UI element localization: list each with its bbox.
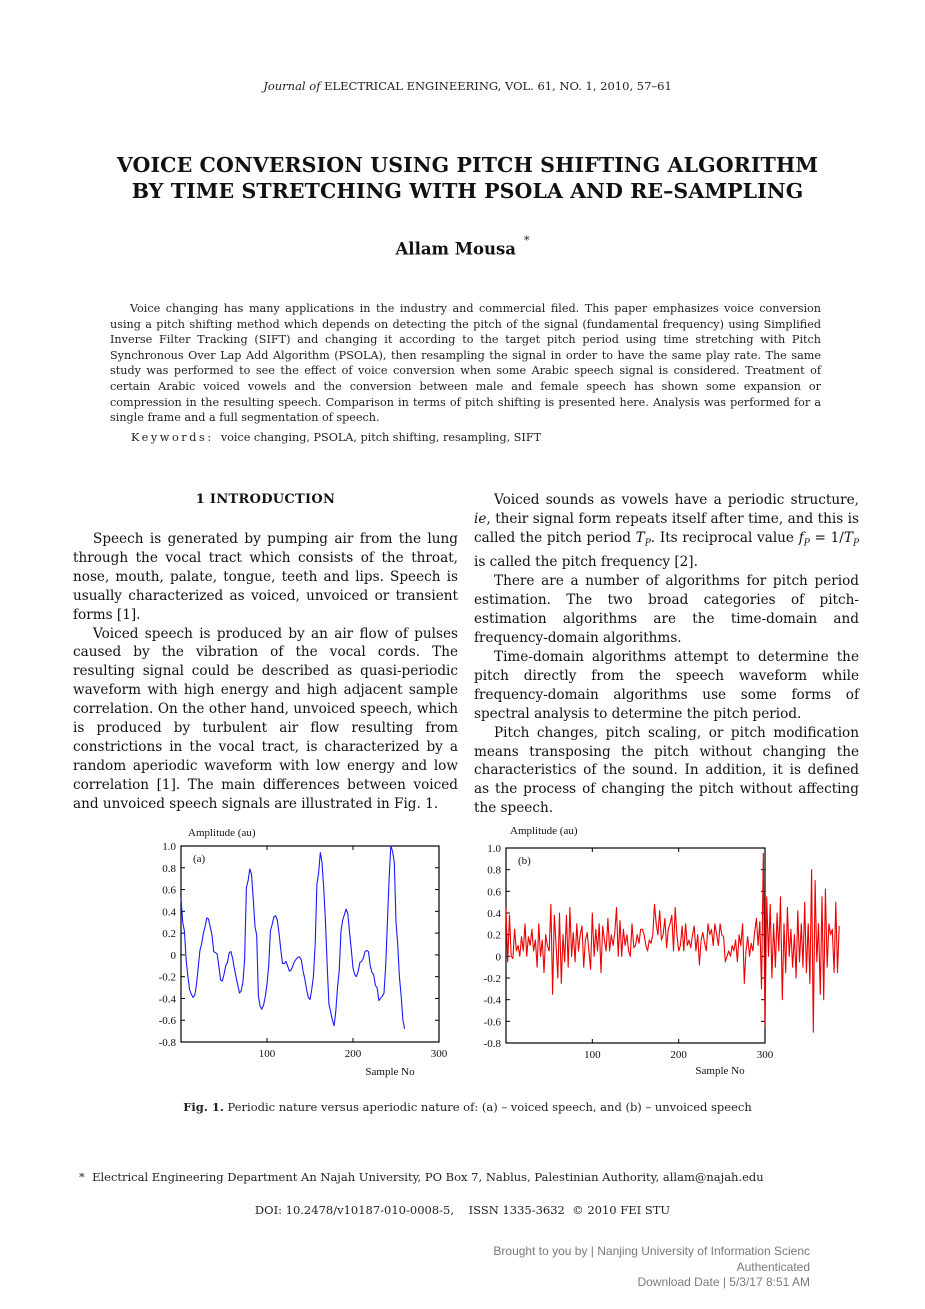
- paragraph: Time-domain algorithms attempt to determine the pitch directly from the speech waveform while frequency-domain algorithms use some forms of spectral analysis to determine the pitch period.: [474, 648, 859, 722]
- y-tick-label: 0.4: [487, 908, 501, 920]
- footnote: [79, 1170, 764, 1184]
- plot-frame: [181, 846, 439, 1042]
- y-tick-label: -0.8: [483, 1038, 501, 1050]
- author-name: Allam Mousa: [395, 239, 516, 259]
- x-tick-label: 200: [344, 1048, 362, 1060]
- author-footnote-mark: *: [523, 234, 530, 247]
- download-date: Download Date | 5/3/17 8:51 AM: [637, 1275, 810, 1289]
- y-axis-label: Amplitude (au): [188, 827, 256, 839]
- y-tick-label: 0.6: [162, 884, 176, 897]
- keywords: [131, 431, 541, 444]
- y-tick-label: 0: [170, 949, 176, 962]
- paragraph: Speech is generated by pumping air from the lung through the vocal tract which consists of the throat, nose, mouth, palate, tongue, teeth and lips. Speech is usually characterized as voiced, unvoiced or transient forms [1].: [73, 531, 458, 623]
- y-tick-label: 1.0: [487, 843, 501, 855]
- y-tick-label: -0.6: [158, 1015, 176, 1028]
- y-tick-label: -0.2: [158, 971, 176, 984]
- chart-voiced-speech: [159, 827, 448, 1078]
- caption-text: Periodic nature versus aperiodic nature of: (a) – voiced speech, and (b) – unvoiced speech: [227, 1100, 752, 1114]
- paragraph: There are a number of algorithms for pitch period estimation. The two broad categories of pitch-estimation algorithms are the time-domain and frequency-domain algorithms.: [474, 573, 859, 647]
- issn: ISSN 1335-3632: [468, 1203, 565, 1217]
- download-stamp: [493, 1244, 810, 1291]
- doi-line: [0, 1203, 925, 1217]
- copyright-icon: ©: [572, 1203, 584, 1217]
- x-axis-label: Sample No: [365, 1066, 415, 1078]
- journal-name-italic: Journal of: [263, 79, 321, 93]
- title-line-1: VOICE CONVERSION USING PITCH SHIFTING ALGORITHM: [116, 153, 819, 177]
- series-line: [181, 846, 405, 1029]
- abstract: Voice changing has many applications in the industry and commercial filed. This paper emphasizes voice conversion using a pitch shifting method which depends on detecting the pitch of the signal (fundamental frequency) using Simplified Inverse Filter Tracking (SIFT) and changing it according to the target pitch period using time stretching with Pitch Synchronous Over Lap Add Algorithm (PSOLA), then resampling the signal in order to have the same play rate. The same study was performed to see the effect of voice conversion when some Arabic speech signal is considered. Treatment of certain Arabic voiced vowels and the conversion between male and female speech has shown some expansion or compression in the resulting speech. Comparison in terms of pitch shifting is presented here. Analysis was performed for a single frame and a full segmentation of speech.: [110, 302, 821, 425]
- right-column: [474, 491, 859, 818]
- panel-label: (b): [518, 855, 531, 867]
- y-tick-label: -0.8: [158, 1037, 176, 1049]
- paragraph: Pitch changes, pitch scaling, or pitch modification means transposing the pitch without changing the characteristics of the sound. In addition, it is defined as the process of changing the pitch without affecting the speech.: [474, 724, 859, 817]
- copyright: 2010 FEI STU: [587, 1203, 671, 1217]
- inline-ie: ie: [474, 510, 487, 527]
- figure-1: [0, 820, 925, 1090]
- chart-unvoiced-speech: [484, 825, 840, 1077]
- paragraph: Voiced speech is produced by an air flow of pulses caused by the vibration of the vocal cords. The resulting signal could be described as quasi-periodic waveform with high energy and high adjacent sample correlation. On the other hand, unvoiced speech, which is produced by turbulent air flow resulting from constrictions in the vocal tract, is characterized by a random aperiodic waveform with low energy and low correlation [1]. The main differences between voiced and unvoiced speech signals are illustrated in Fig. 1.: [73, 625, 458, 812]
- y-tick-label: -0.4: [158, 993, 176, 1006]
- x-tick-label: 200: [670, 1049, 687, 1061]
- download-authenticated: Authenticated: [736, 1259, 810, 1274]
- x-tick-label: 100: [584, 1049, 601, 1061]
- keywords-list: voice changing, PSOLA, pitch shifting, resampling, SIFT: [220, 431, 542, 444]
- y-tick-label: -0.4: [483, 994, 501, 1007]
- x-axis-label: Sample No: [695, 1065, 745, 1077]
- y-tick-label: 0.4: [162, 906, 176, 919]
- x-tick-label: 300: [430, 1048, 448, 1060]
- y-axis-label: Amplitude (au): [510, 825, 578, 837]
- paragraph-pitch-period: Voiced sounds as vowels have a periodic structure, ie, their signal form repeats itself after time, and this is called the pitch period $T_P$. Its reciprocal value $f_P = 1/T_P$ is called the pitch frequency [2].: [474, 492, 859, 571]
- x-tick-label: 300: [756, 1049, 774, 1061]
- footnote-text: Electrical Engineering Department An Najah University, PO Box 7, Nablus, Palestinian Authority, allam@najah.edu: [92, 1170, 764, 1184]
- title-line-2: BY TIME STRETCHING WITH PSOLA AND RE–SAMPLING: [131, 179, 804, 203]
- y-tick-label: 0.8: [487, 864, 501, 877]
- figure-caption: [0, 1100, 925, 1114]
- y-tick-label: 0.8: [162, 862, 176, 875]
- y-tick-label: 0.2: [487, 929, 501, 942]
- x-tick-label: 100: [258, 1048, 276, 1060]
- paper-title: [0, 152, 925, 204]
- section-heading: 1 INTRODUCTION: [195, 492, 336, 507]
- footnote-mark: *: [79, 1170, 85, 1184]
- doi: DOI: 10.2478/v10187-010-0008-5,: [254, 1203, 454, 1217]
- math-formula: $f_P = 1/T_P$: [798, 529, 859, 549]
- download-provider: Brought to you by | Nanjing University of Information Scienc: [493, 1244, 810, 1258]
- series-line: [506, 853, 839, 1032]
- keywords-label: Keywords:: [131, 431, 214, 444]
- y-tick-label: 0: [495, 951, 501, 964]
- y-tick-label: 0.6: [487, 886, 501, 899]
- y-tick-label: -0.2: [483, 973, 501, 985]
- y-tick-label: -0.6: [483, 1016, 501, 1029]
- caption-label: Fig. 1.: [183, 1100, 224, 1114]
- panel-label: (a): [193, 853, 206, 865]
- author: [0, 234, 925, 259]
- left-column: [73, 530, 458, 814]
- journal-header: [0, 79, 925, 93]
- y-tick-label: 1.0: [162, 841, 176, 853]
- journal-details: ELECTRICAL ENGINEERING, VOL. 61, NO. 1, 2010, 57–61: [324, 79, 672, 93]
- y-tick-label: 0.2: [162, 928, 176, 941]
- math-tp: $T_P$: [635, 529, 651, 549]
